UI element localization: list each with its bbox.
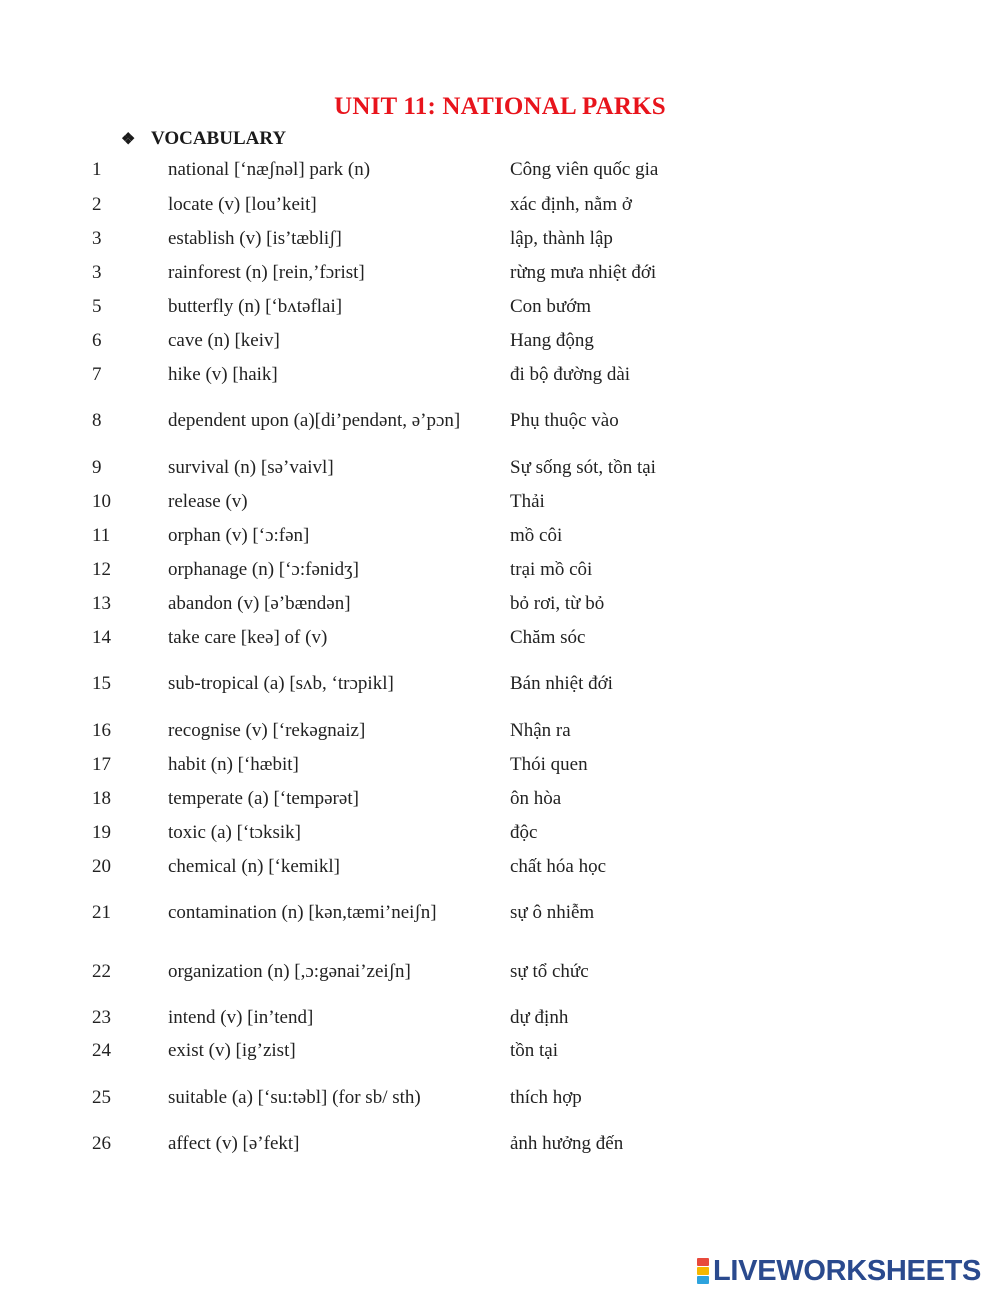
vocab-number: 18 (92, 788, 111, 809)
vocab-number: 23 (92, 1007, 111, 1028)
vocab-number: 5 (92, 296, 102, 317)
vocab-number: 13 (92, 593, 111, 614)
section-heading (121, 128, 286, 150)
vocab-number: 3 (92, 262, 102, 283)
vocab-row (0, 856, 1000, 884)
vocab-meaning: Con bướm (510, 296, 592, 317)
vocab-row (0, 330, 1000, 358)
vocab-term: toxic (a) [‘tɔksik] (168, 822, 301, 843)
vocab-number: 24 (92, 1040, 111, 1061)
vocab-number: 25 (92, 1087, 111, 1108)
vocab-meaning: độc (510, 822, 538, 843)
vocab-meaning: Sự sống sót, tồn tại (510, 457, 656, 478)
vocab-meaning: rừng mưa nhiệt đới (510, 262, 657, 283)
vocab-meaning: thích hợp (510, 1087, 582, 1108)
vocab-number: 10 (92, 491, 111, 512)
vocab-number: 26 (92, 1133, 111, 1154)
liveworksheets-logo-icon (697, 1258, 709, 1284)
vocab-term: affect (v) [ə’fekt] (168, 1133, 300, 1154)
vocab-number: 2 (92, 194, 102, 215)
vocab-term: dependent upon (a)[di’pendənt, ə’pɔn] (168, 410, 461, 431)
vocab-number: 17 (92, 754, 111, 775)
logo-block (697, 1267, 709, 1275)
vocab-term: contamination (n) [kən,tæmi’neiʃn] (168, 902, 437, 923)
vocab-row (0, 457, 1000, 485)
vocab-term: exist (v) [ig’zist] (168, 1040, 296, 1061)
vocab-row (0, 961, 1000, 989)
vocab-term: habit (n) [‘hæbit] (168, 754, 299, 775)
vocab-term: establish (v) [is’tæbliʃ] (168, 228, 342, 249)
vocab-number: 22 (92, 961, 111, 982)
vocab-row (0, 410, 1000, 438)
vocab-row (0, 822, 1000, 850)
vocab-meaning: Thói quen (510, 754, 588, 775)
liveworksheets-logo (697, 1254, 981, 1288)
vocab-row (0, 491, 1000, 519)
vocab-row (0, 364, 1000, 392)
vocab-number: 6 (92, 330, 102, 351)
vocab-row (0, 1133, 1000, 1161)
vocab-number: 20 (92, 856, 111, 877)
vocab-term: take care [keə] of (v) (168, 627, 328, 648)
vocab-row (0, 754, 1000, 782)
vocab-meaning: đi bộ đường dài (510, 364, 631, 385)
vocab-row (0, 228, 1000, 256)
vocab-number: 8 (92, 410, 102, 431)
vocab-meaning: tồn tại (510, 1040, 559, 1061)
vocab-term: butterfly (n) [‘bʌtəflai] (168, 296, 343, 317)
vocab-meaning: xác định, nằm ở (510, 194, 632, 215)
section-heading-label: VOCABULARY (151, 128, 287, 149)
vocab-term: orphan (v) [‘ɔ:fən] (168, 525, 310, 546)
vocab-term: temperate (a) [‘tempərət] (168, 788, 359, 809)
logo-block (697, 1276, 709, 1284)
vocab-meaning: Thải (510, 491, 545, 512)
vocab-row (0, 559, 1000, 587)
vocab-row (0, 673, 1000, 701)
vocab-meaning: trại mồ côi (510, 559, 593, 580)
vocab-row (0, 720, 1000, 748)
vocab-term: intend (v) [in’tend] (168, 1007, 314, 1028)
vocab-number: 21 (92, 902, 111, 923)
vocab-term: recognise (v) [‘rekəgnaiz] (168, 720, 366, 741)
vocab-meaning: Chăm sóc (510, 627, 586, 648)
vocab-number: 14 (92, 627, 111, 648)
vocab-number: 11 (92, 525, 111, 546)
logo-block (697, 1258, 709, 1266)
vocab-meaning: sự ô nhiễm (510, 902, 595, 923)
vocab-number: 15 (92, 673, 111, 694)
vocab-row (0, 788, 1000, 816)
vocab-term: organization (n) [,ɔ:gənai’zeiʃn] (168, 961, 411, 982)
vocab-row (0, 1087, 1000, 1115)
vocab-row (0, 262, 1000, 290)
page-title: UNIT 11: NATIONAL PARKS (334, 93, 666, 120)
vocab-meaning: Bán nhiệt đới (510, 673, 613, 694)
liveworksheets-logo-text: LIVEWORKSHEETS (713, 1254, 982, 1287)
vocab-meaning: sự tổ chức (510, 961, 589, 982)
vocab-term: abandon (v) [ə’bændən] (168, 593, 351, 614)
vocab-term: locate (v) [lou’keit] (168, 194, 317, 215)
vocab-number: 1 (92, 159, 102, 180)
vocab-meaning: chất hóa học (510, 856, 607, 877)
vocab-number: 19 (92, 822, 111, 843)
vocab-meaning: ảnh hưởng đến (510, 1133, 624, 1154)
vocab-meaning: Hang động (510, 330, 594, 351)
vocab-number: 16 (92, 720, 111, 741)
vocab-term: suitable (a) [‘su:təbl] (for sb/ sth) (168, 1087, 421, 1108)
vocab-meaning: ôn hòa (510, 788, 562, 809)
vocab-number: 3 (92, 228, 102, 249)
bullet-diamond-icon: ❖ (121, 131, 136, 148)
vocab-row (0, 159, 1000, 187)
vocab-row (0, 902, 1000, 930)
vocab-term: cave (n) [keiv] (168, 330, 280, 351)
vocab-meaning: Nhận ra (510, 720, 571, 741)
vocab-meaning: lập, thành lập (510, 228, 613, 249)
vocab-term: sub-tropical (a) [sʌb, ‘trɔpikl] (168, 673, 394, 694)
vocab-row (0, 296, 1000, 324)
vocab-term: chemical (n) [‘kemikl] (168, 856, 340, 877)
vocab-term: hike (v) [haik] (168, 364, 278, 385)
vocab-meaning: Phụ thuộc vào (510, 410, 619, 431)
vocab-number: 12 (92, 559, 111, 580)
vocab-term: release (v) (168, 491, 248, 512)
vocab-number: 9 (92, 457, 102, 478)
vocab-row (0, 627, 1000, 655)
vocab-meaning: bỏ rơi, từ bỏ (510, 593, 605, 614)
vocab-meaning: dự định (510, 1007, 569, 1028)
vocab-row (0, 525, 1000, 553)
vocab-row (0, 194, 1000, 222)
vocab-row (0, 1007, 1000, 1035)
vocab-row (0, 593, 1000, 621)
vocab-term: survival (n) [sə’vaivl] (168, 457, 334, 478)
vocab-number: 7 (92, 364, 102, 385)
vocab-term: national [‘næʃnəl] park (n) (168, 159, 371, 180)
vocab-term: orphanage (n) [‘ɔ:fənidʒ] (168, 559, 359, 580)
vocab-row (0, 1040, 1000, 1068)
vocab-meaning: Công viên quốc gia (510, 159, 659, 180)
vocab-term: rainforest (n) [rein,’fɔrist] (168, 262, 365, 283)
vocab-meaning: mồ côi (510, 525, 563, 546)
